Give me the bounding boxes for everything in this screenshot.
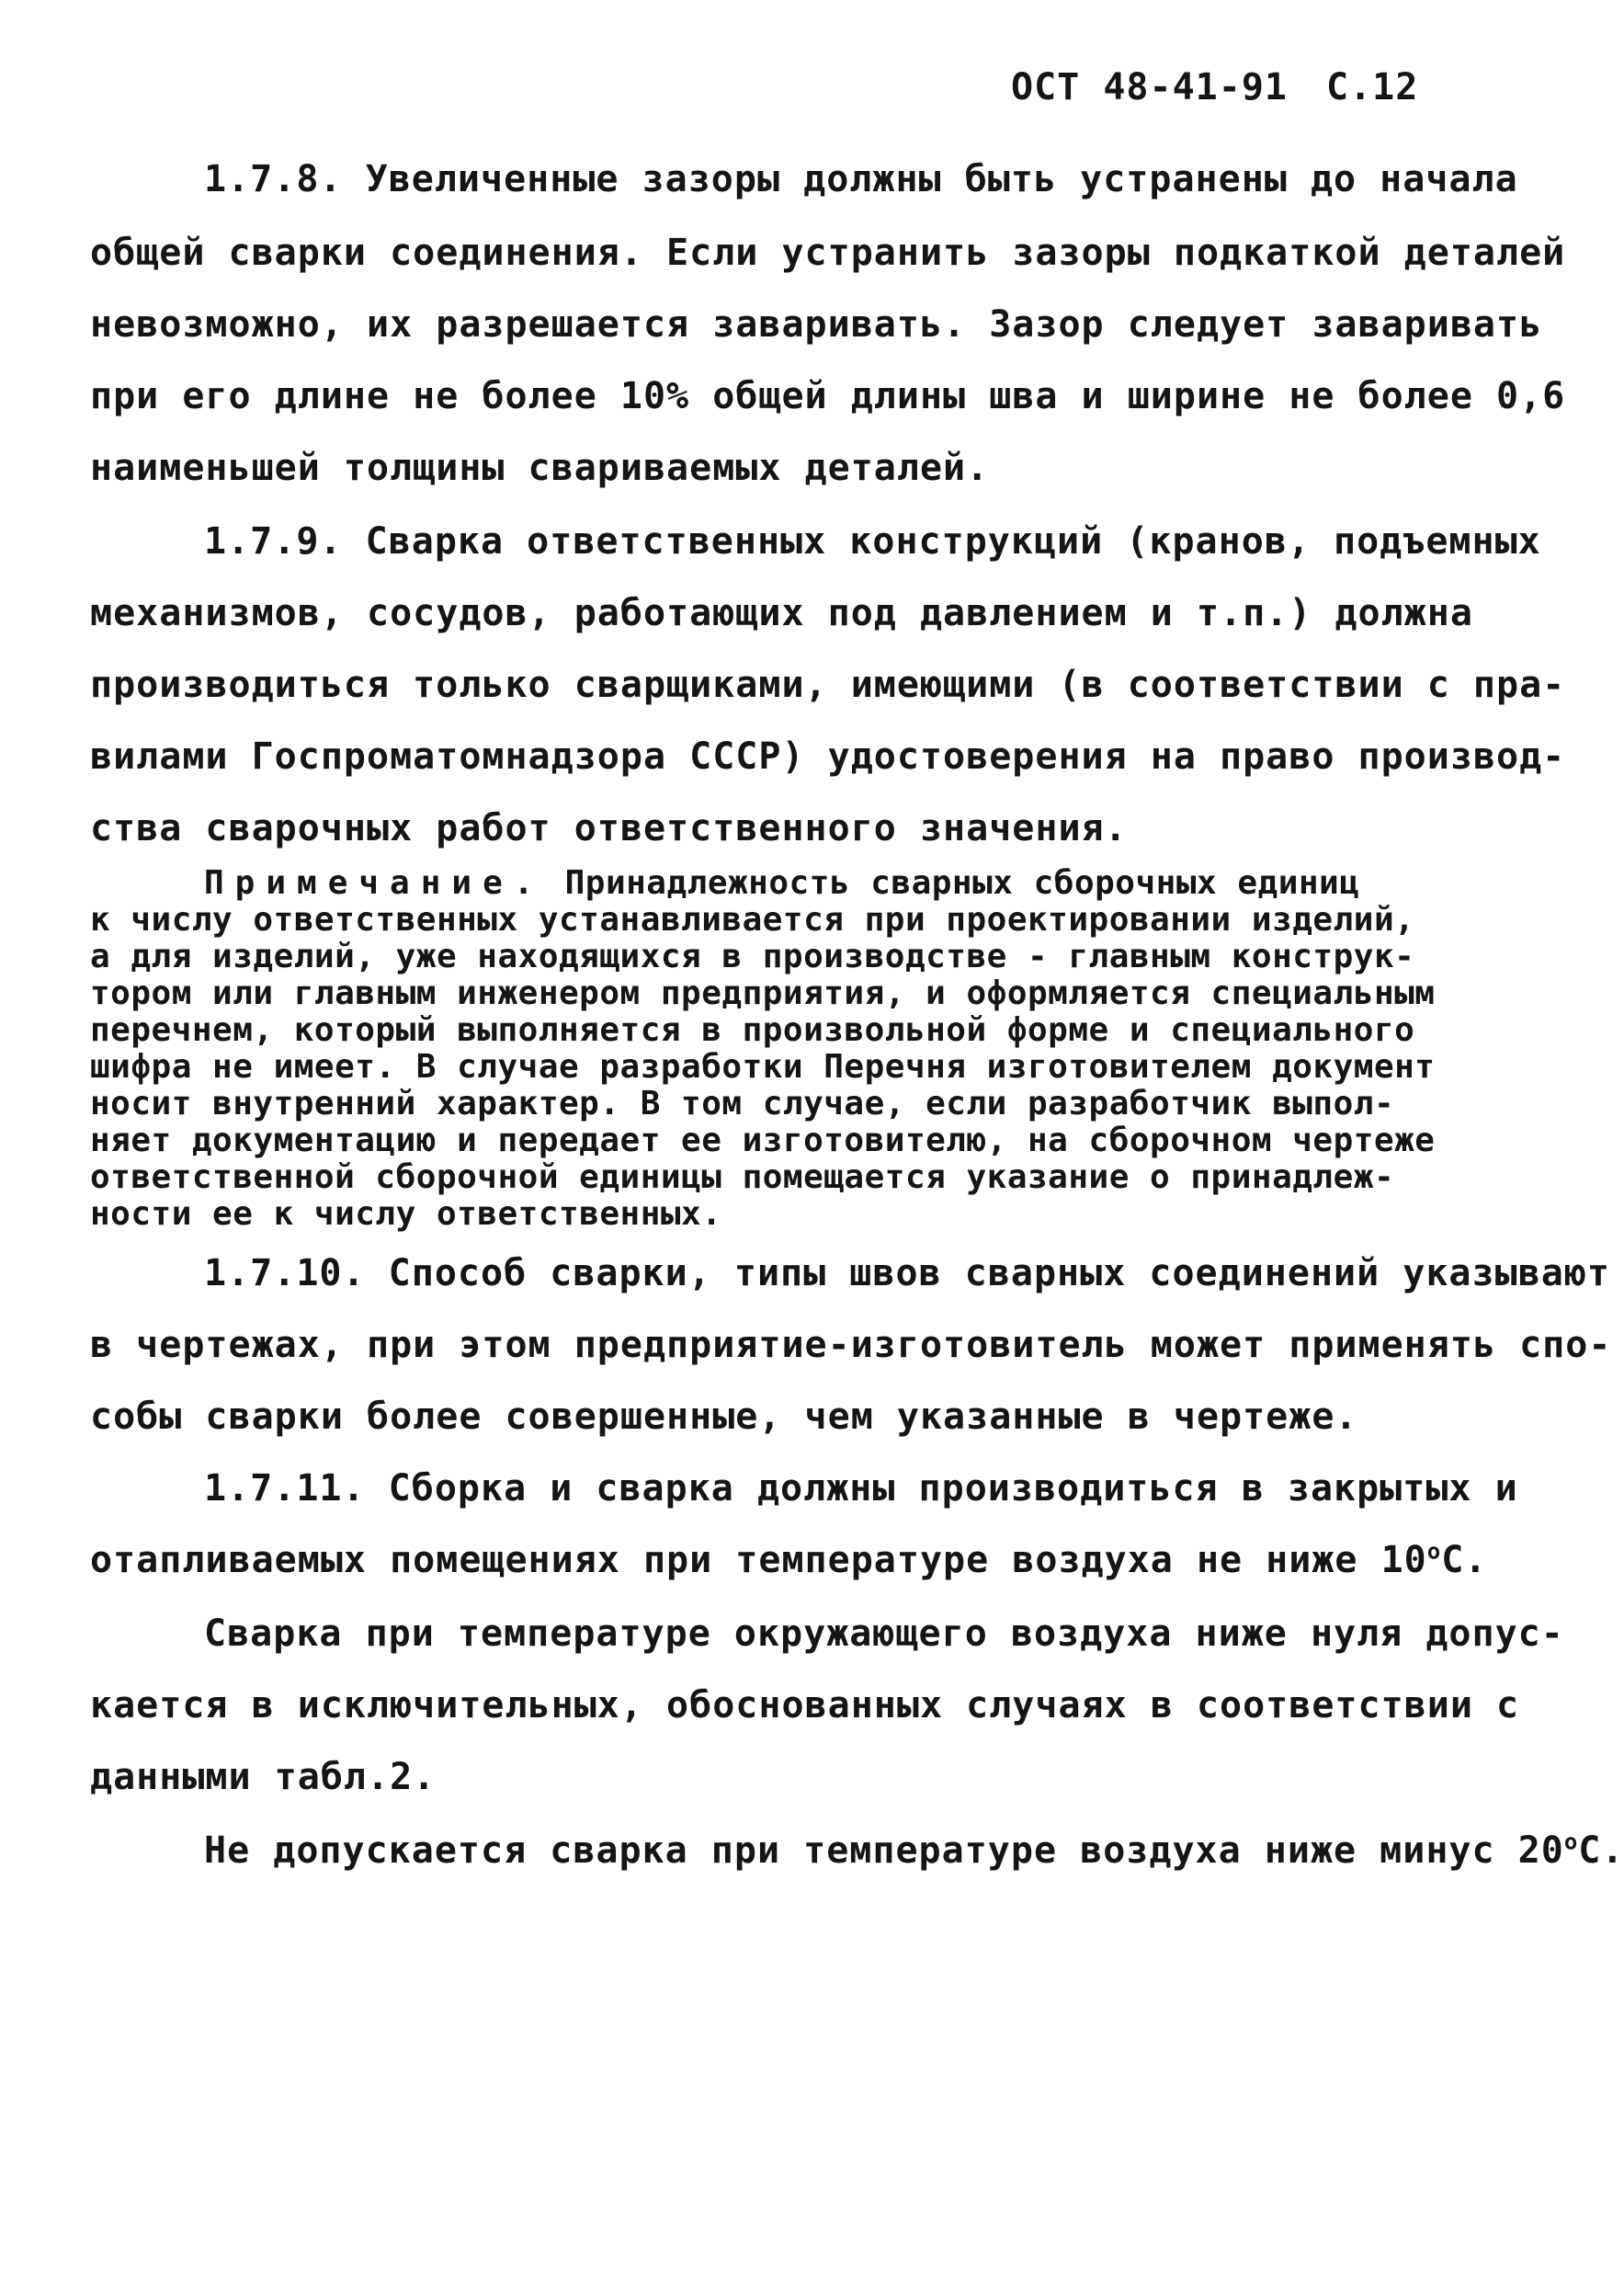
paragraph-1-7-9-line: вилами Госпроматомнадзора СССР) удостоверения на право производ- bbox=[90, 735, 1566, 778]
paragraph-1-7-10-line: в чертежах, при этом предприятие-изготовитель может применять спо- bbox=[90, 1324, 1612, 1366]
document-code: ОСТ 48-41-91 bbox=[1011, 66, 1288, 108]
temperature-text: Не допускается сварка при температуре воздуха ниже минус 20 bbox=[204, 1829, 1564, 1872]
note-line: ности ее к числу ответственных. bbox=[90, 1195, 722, 1233]
welding-below-zero-line: кается в исключительных, обоснованных случаях в соответствии с bbox=[90, 1684, 1520, 1726]
paragraph-1-7-8-line: 1.7.8. Увеличенные зазоры должны быть устранены до начала bbox=[204, 158, 1518, 200]
celsius-text: С. bbox=[1441, 1539, 1488, 1581]
welding-below-zero-line: данными табл.2. bbox=[90, 1756, 437, 1798]
degree-sign: о bbox=[1426, 1538, 1442, 1565]
paragraph-1-7-8-line: при его длине не более 10% общей длины шва и ширине не более 0,6 bbox=[90, 375, 1566, 417]
minimum-temperature-line bbox=[204, 1829, 1624, 1872]
paragraph-1-7-8-line: общей сварки соединения. Если устранить зазоры подкаткой деталей bbox=[90, 232, 1566, 274]
note-line: носит внутренний характер. В том случае, если разработчик выпол- bbox=[90, 1085, 1395, 1122]
paragraph-1-7-11-line bbox=[90, 1539, 1487, 1581]
celsius-text: С. bbox=[1578, 1829, 1624, 1872]
note-line: тором или главным инженером предприятия, и оформляется специальным bbox=[90, 974, 1436, 1012]
paragraph-1-7-9-line: механизмов, сосудов, работающих под давлением и т.п.) должна bbox=[90, 592, 1473, 634]
note-line: перечнем, который выполняется в произвольной форме и специального bbox=[90, 1011, 1415, 1049]
note-label: Примечание. bbox=[204, 864, 545, 902]
temperature-text: отапливаемых помещениях при температуре воздуха не ниже 10 bbox=[90, 1539, 1427, 1581]
paragraph-1-7-8-line: наименьшей толщины свариваемых деталей. bbox=[90, 447, 990, 489]
paragraph-1-7-9-line: 1.7.9. Сварка ответственных конструкций (кранов, подъемных bbox=[204, 520, 1541, 563]
note-line: а для изделий, уже находящихся в производстве - главным конструк- bbox=[90, 938, 1415, 975]
paragraph-1-7-10-line: 1.7.10. Способ сварки, типы швов сварных соединений указывают bbox=[204, 1252, 1611, 1294]
note-first-text: Принадлежность сварных сборочных единиц bbox=[564, 864, 1360, 902]
note-line: няет документацию и передает ее изготовителю, на сборочном чертеже bbox=[90, 1122, 1436, 1159]
welding-below-zero-line: Сварка при температуре окружающего воздуха ниже нуля допус- bbox=[204, 1612, 1564, 1655]
page-header bbox=[1011, 66, 1418, 108]
page-number: С.12 bbox=[1325, 66, 1419, 108]
note-line: к числу ответственных устанавливается при проектировании изделий, bbox=[90, 901, 1415, 939]
paragraph-1-7-9-line: производиться только сварщиками, имеющими (в соответствии с пра- bbox=[90, 664, 1566, 706]
paragraph-1-7-9-line: ства сварочных работ ответственного значения. bbox=[90, 807, 1128, 849]
note-line: шифра не имеет. В случае разработки Перечня изготовителем документ bbox=[90, 1048, 1436, 1086]
paragraph-1-7-10-line: собы сварки более совершенные, чем указанные в чертеже. bbox=[90, 1396, 1358, 1438]
paragraph-1-7-8-line: невозможно, их разрешается заваривать. Зазор следует заваривать bbox=[90, 303, 1543, 346]
note-line: ответственной сборочной единицы помещается указание о принадлеж- bbox=[90, 1158, 1395, 1196]
degree-sign: о bbox=[1563, 1829, 1579, 1855]
note-first-line bbox=[204, 864, 1359, 902]
paragraph-1-7-11-line: 1.7.11. Сборка и сварка должны производиться в закрытых и bbox=[204, 1467, 1518, 1510]
